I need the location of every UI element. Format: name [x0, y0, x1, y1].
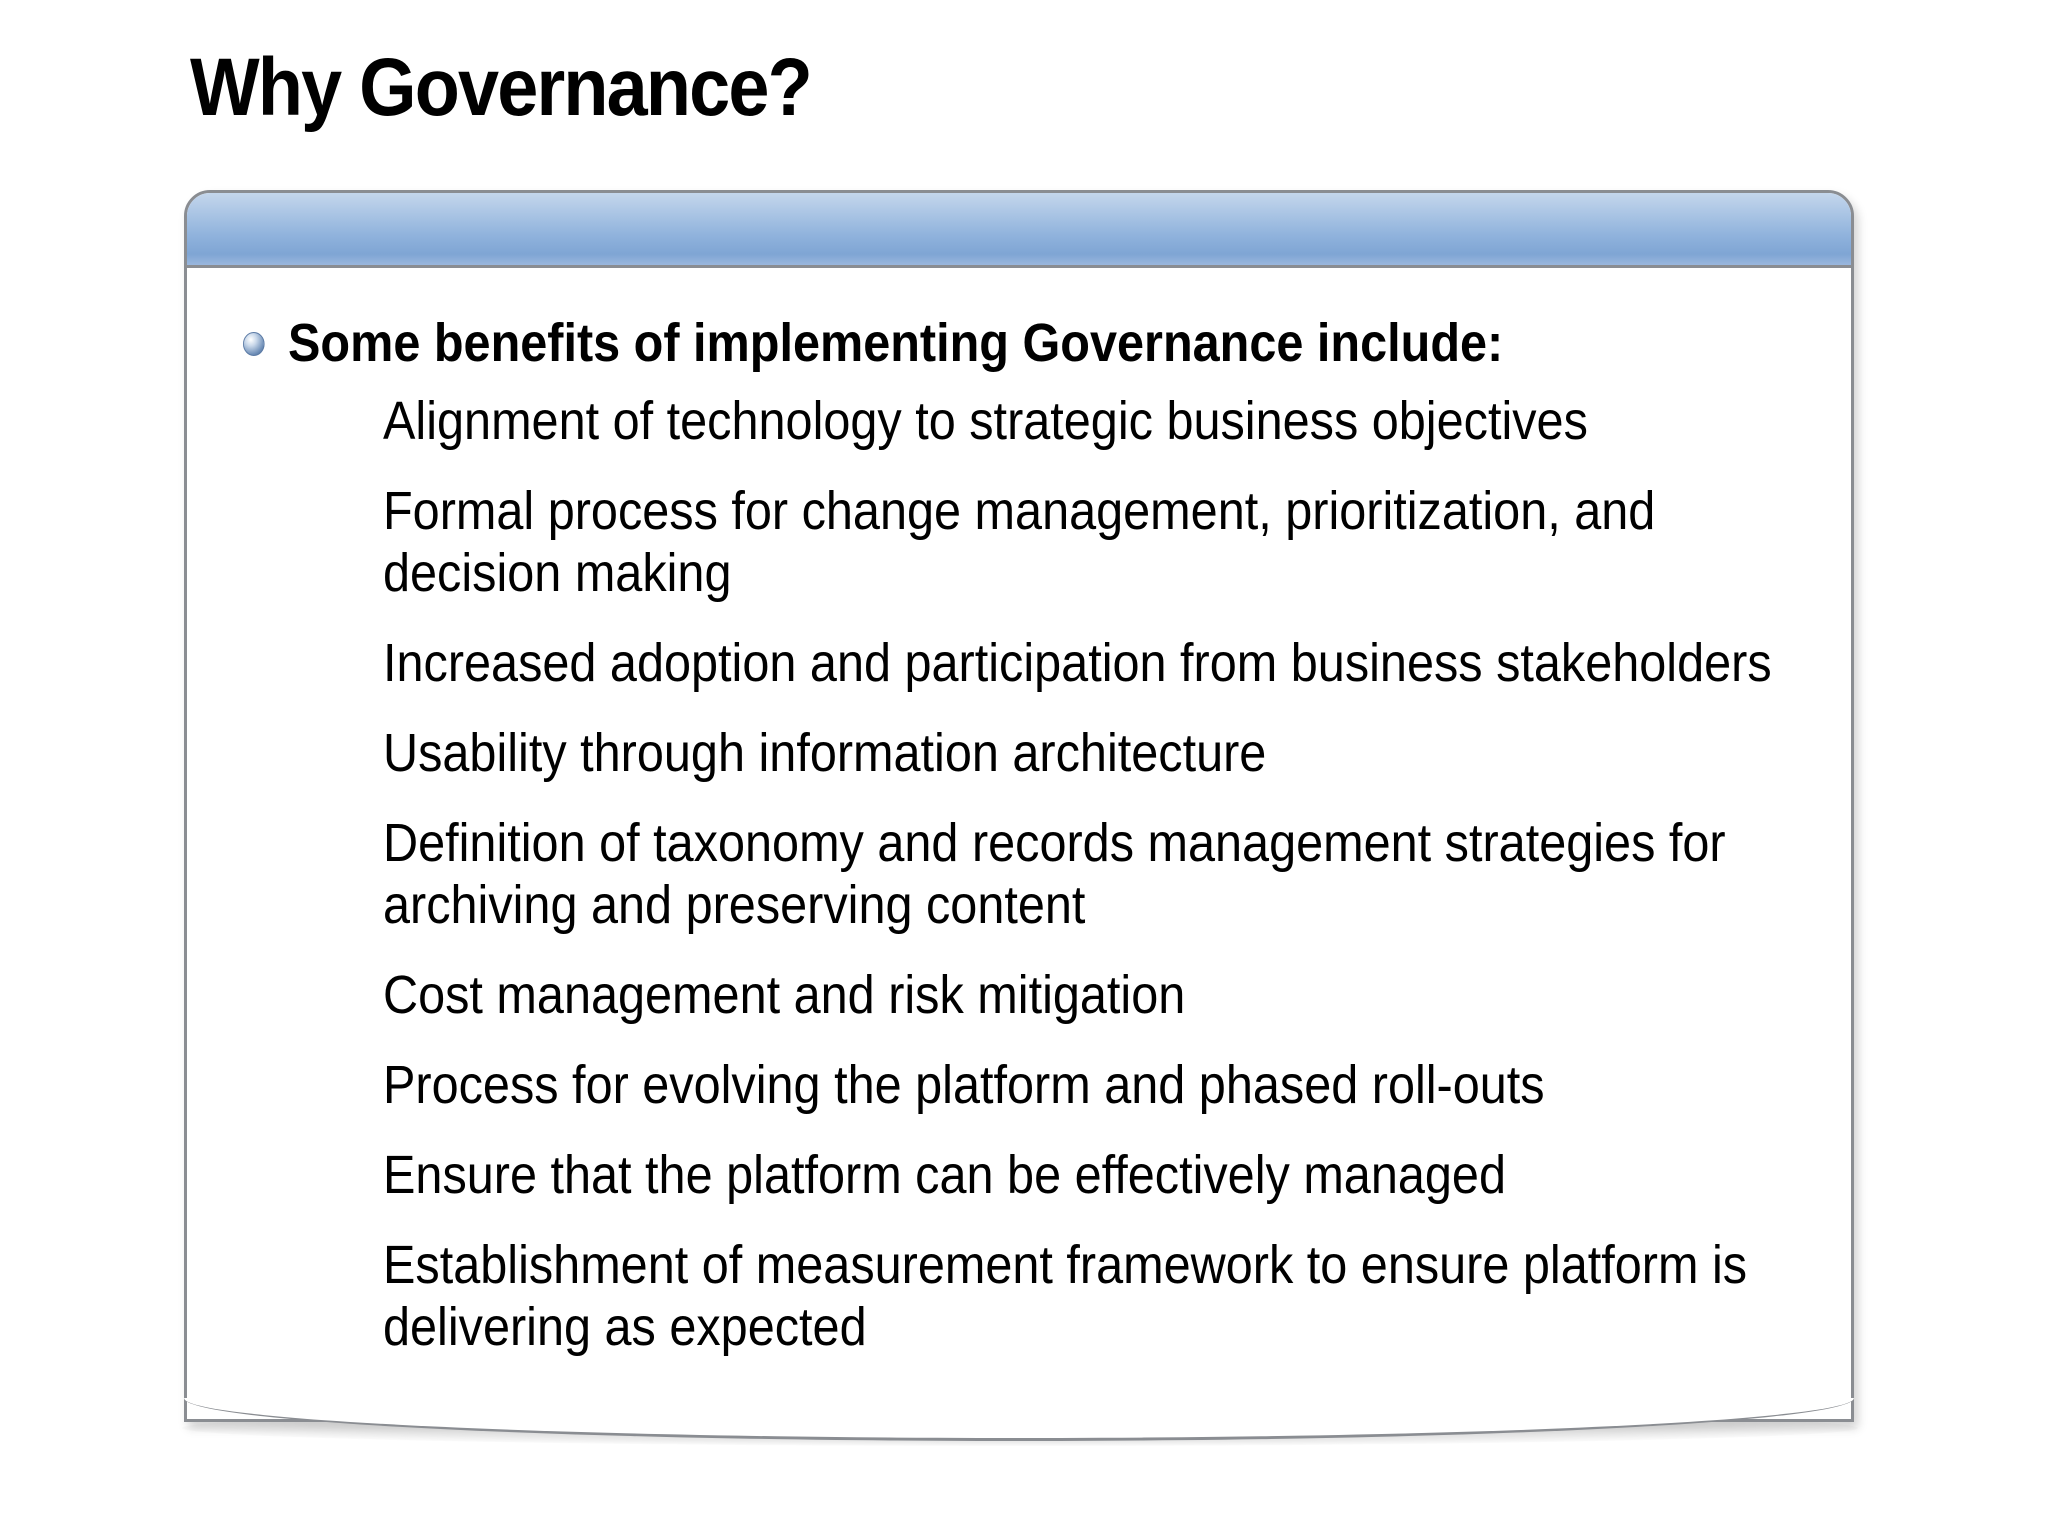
lead-bullet-text: Some benefits of implementing Governance include: [288, 313, 1504, 373]
list-item: Formal process for change management, prioritization, and decision making [383, 481, 1656, 603]
list-item: Establishment of measurement framework to ensure platform is delivering as expected [383, 1235, 1748, 1357]
lead-bullet [243, 308, 1654, 378]
list-item: Increased adoption and participation from business stakeholders [383, 633, 1772, 693]
slide-title: Why Governance? [190, 42, 811, 133]
list-item: Ensure that the platform can be effectively managed [383, 1145, 1506, 1205]
content-panel [184, 190, 1854, 1422]
list-item: Process for evolving the platform and phased roll-outs [383, 1055, 1545, 1115]
panel-header-bar [187, 193, 1851, 268]
list-item: Alignment of technology to strategic business objectives [383, 391, 1588, 451]
list-item: Cost management and risk mitigation [383, 965, 1186, 1025]
bullet-dot-icon [243, 332, 265, 356]
benefits-list [243, 390, 1811, 1358]
list-item: Definition of taxonomy and records management strategies for archiving and preserving content [383, 813, 1726, 935]
list-item: Usability through information architecture [383, 723, 1267, 783]
panel-content [243, 308, 1811, 1386]
